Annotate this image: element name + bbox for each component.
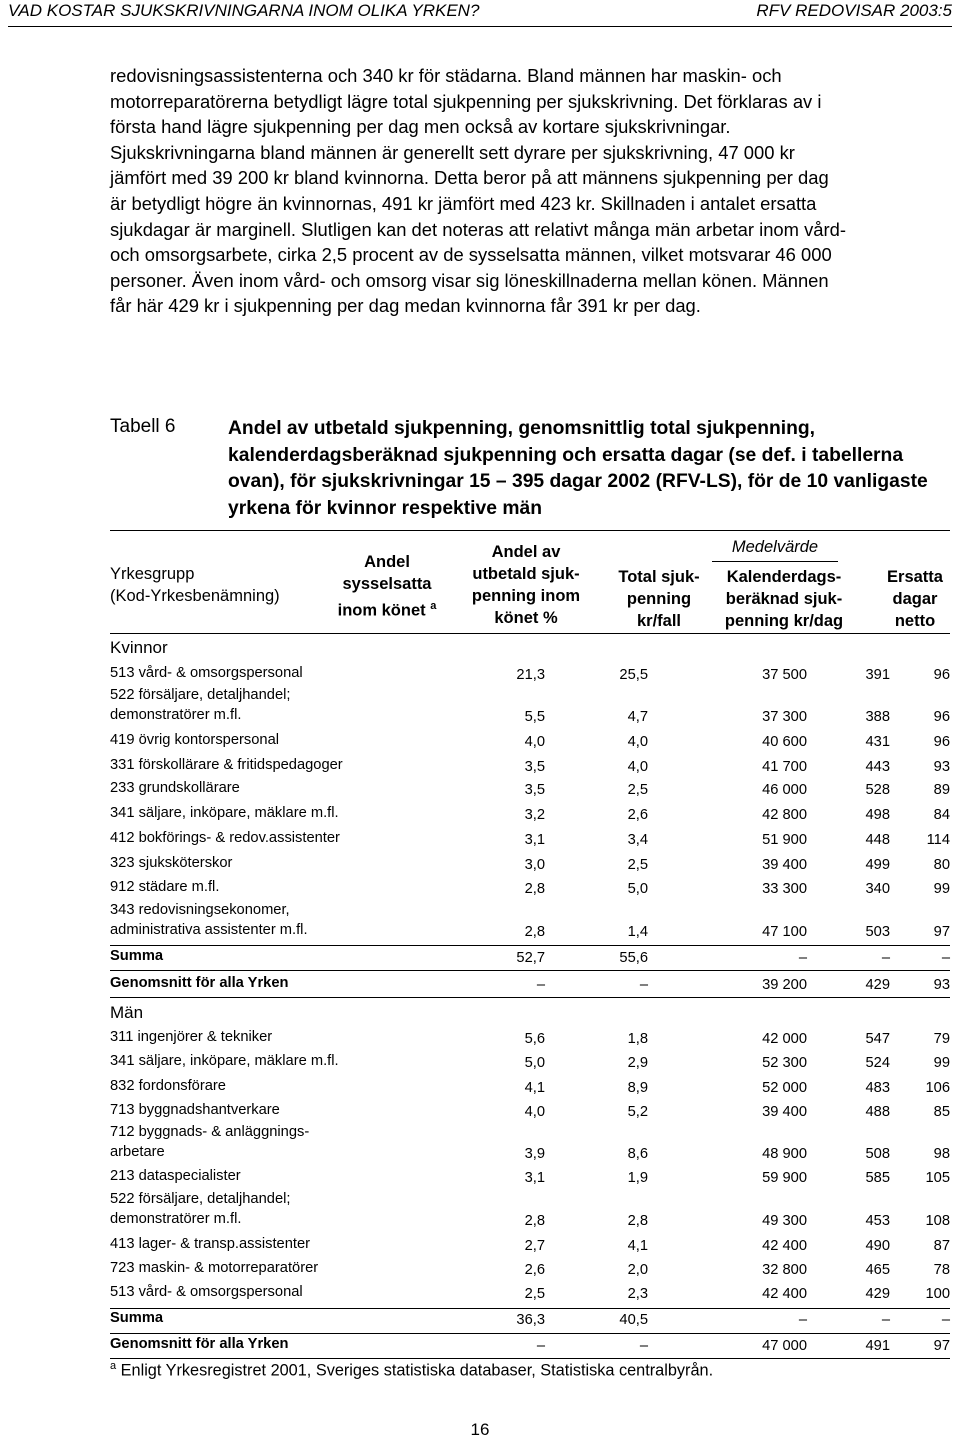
- cell-andel-sysselsatta: 2,8: [524, 881, 545, 897]
- row-label-line: 513 vård- & omsorgspersonal: [110, 665, 303, 681]
- col-header-text: inom könet: [337, 601, 426, 620]
- col-header-line: Andel av: [491, 543, 561, 561]
- table-row: [110, 685, 950, 725]
- page-number: 16: [470, 1420, 490, 1439]
- section-label-kvinnor: Kvinnor: [110, 638, 168, 657]
- cell-kalenderdags: 524: [865, 1055, 890, 1071]
- col-header-line: penning: [626, 590, 692, 608]
- table-row: [110, 755, 950, 775]
- cell-kalenderdags: 431: [865, 734, 890, 750]
- cell-ersatta-dagar: 78: [933, 1262, 950, 1278]
- row-label: [110, 778, 240, 798]
- cell-andel-sysselsatta: 5,6: [524, 1031, 545, 1047]
- cell-kalenderdags: 340: [865, 881, 890, 897]
- cell-andel-utbetald: 4,0: [627, 734, 648, 750]
- row-label-line: 419 övrig kontorspersonal: [110, 732, 280, 748]
- cell-total-sjukpenning: –: [798, 1312, 807, 1328]
- row-label: [110, 803, 339, 823]
- cell-andel-sysselsatta: 5,5: [524, 709, 545, 725]
- cell-kalenderdags: 503: [865, 924, 890, 940]
- col-header-line: Ersatta: [887, 568, 943, 586]
- cell-total-sjukpenning: 33 300: [762, 881, 807, 897]
- header-title: VAD KOSTAR SJUKSKRIVNINGARNA INOM OLIKA YRKEN?: [8, 1, 480, 20]
- row-label-line: demonstratörer m.fl.: [110, 707, 242, 723]
- table-row: [110, 853, 950, 873]
- cell-andel-utbetald: 40,5: [619, 1312, 648, 1328]
- cell-andel-utbetald: 1,8: [627, 1031, 648, 1047]
- cell-andel-utbetald: 4,1: [627, 1238, 648, 1254]
- cell-total-sjukpenning: 39 200: [762, 977, 807, 993]
- cell-andel-utbetald: 1,9: [627, 1170, 648, 1186]
- table-row: [110, 730, 950, 750]
- body-paragraph: redovisningsassistenterna och 340 kr för städarna. Bland männen har maskin- och motorreparatörerna betydligt lägre total sjukpenning per sjukskrivning. Det förklaras av i första hand lägre sjukpenning per dag men också av kortare sjukskrivningar. Sjukskrivningarna bland männen är generellt sett dyrare per sjukskrivning, 47 000 kr jämfört med 39 200 kr bland kvinnorna. Detta beror på att männens sjukpenning per dag är betydligt högre än kvinnornas, 491 kr jämfört med 423 kr. Skillnaden i antalet ersatta sjukdagar är marginell. Slutligen kan det noteras att relativt många män arbetar inom vård- och omsorgsarbete, cirka 2,5 procent av de sysselsatta männen, vilket motsvarar 46 000 personer. Även inom vård- och omsorg visar sig löneskillnaderna mellan könen. Männen får här 429 kr i sjukpenning per dag medan kvinnorna får 391 kr per dag.: [110, 65, 846, 317]
- row-label: [110, 828, 340, 848]
- col-header-line: könet %: [494, 609, 558, 627]
- cell-andel-utbetald: 8,6: [627, 1146, 648, 1162]
- row-label: [110, 1308, 163, 1328]
- cell-ersatta-dagar: –: [941, 1312, 950, 1328]
- section-label-man: Män: [110, 1003, 144, 1022]
- col-header-line: netto: [894, 612, 936, 630]
- table-row: [110, 877, 950, 897]
- cell-total-sjukpenning: 37 500: [762, 667, 807, 683]
- row-label-line: 513 vård- & omsorgspersonal: [110, 1284, 303, 1300]
- table-row: [110, 663, 950, 683]
- table-title: Andel av utbetald sjukpenning, genomsnittlig total sjukpenning, kalenderdagsberäknad sjukpenning och ersatta dagar (se def. i tabellerna ovan), för sjukskrivningar 15 – 395 dagar 2002 (RFV-LS), för de 10 vanligaste yrkena för kvinnor respektive män: [228, 418, 928, 519]
- table-row: [110, 1051, 950, 1071]
- cell-andel-utbetald: 5,2: [627, 1104, 648, 1120]
- cell-total-sjukpenning: 39 400: [762, 857, 807, 873]
- cell-total-sjukpenning: 42 400: [762, 1286, 807, 1302]
- cell-kalenderdags: –: [881, 950, 890, 966]
- cell-andel-utbetald: –: [639, 977, 648, 993]
- cell-kalenderdags: –: [881, 1312, 890, 1328]
- table-row: [110, 1027, 950, 1047]
- cell-andel-sysselsatta: 3,1: [524, 832, 545, 848]
- rule-before-genomsnitt-man: [110, 1333, 950, 1334]
- table-row: [110, 1100, 950, 1120]
- cell-andel-utbetald: 2,9: [627, 1055, 648, 1071]
- footnote-marker: a: [430, 600, 437, 612]
- cell-ersatta-dagar: 108: [925, 1213, 950, 1229]
- footnote-mark: a: [110, 1360, 117, 1372]
- cell-andel-utbetald: 2,5: [627, 857, 648, 873]
- rule-after-genomsnitt-kvinnor: [110, 997, 950, 998]
- table-row: [110, 828, 950, 848]
- cell-andel-sysselsatta: 3,2: [524, 807, 545, 823]
- cell-ersatta-dagar: 79: [933, 1031, 950, 1047]
- cell-andel-utbetald: 2,6: [627, 807, 648, 823]
- cell-ersatta-dagar: 99: [933, 1055, 950, 1071]
- row-label: [110, 1076, 226, 1096]
- cell-total-sjukpenning: 42 400: [762, 1238, 807, 1254]
- row-label: [110, 663, 303, 683]
- cell-andel-sysselsatta: 3,1: [524, 1170, 545, 1186]
- col-header-andel-sysselsatta: [322, 551, 452, 622]
- row-label-line: Summa: [110, 948, 164, 964]
- row-label-line: Summa: [110, 1310, 164, 1326]
- row-label-line: 712 byggnads- & anläggnings-: [110, 1124, 310, 1140]
- cell-andel-sysselsatta: 2,6: [524, 1262, 545, 1278]
- cell-ersatta-dagar: 96: [933, 734, 950, 750]
- cell-andel-sysselsatta: 2,5: [524, 1286, 545, 1302]
- cell-total-sjukpenning: 51 900: [762, 832, 807, 848]
- footnote-text: Enligt Yrkesregistret 2001, Sveriges statistiska databaser, Statistiska centralbyrån.: [120, 1361, 714, 1380]
- row-label-line: Genomsnitt för alla Yrken: [110, 1336, 289, 1352]
- cell-andel-utbetald: 3,4: [627, 832, 648, 848]
- cell-andel-utbetald: 8,9: [627, 1080, 648, 1096]
- cell-kalenderdags: 585: [865, 1170, 890, 1186]
- col-header-line: Kalenderdags-: [726, 568, 842, 586]
- cell-andel-sysselsatta: 4,0: [524, 734, 545, 750]
- cell-ersatta-dagar: 97: [933, 924, 950, 940]
- header-report-id: RFV REDOVISAR 2003:5: [756, 1, 952, 20]
- cell-kalenderdags: 499: [865, 857, 890, 873]
- row-label-line: arbetare: [110, 1144, 165, 1160]
- table-row: [110, 946, 950, 966]
- row-label-line: 213 dataspecialister: [110, 1168, 241, 1184]
- table-row: [110, 1258, 950, 1278]
- cell-andel-utbetald: 55,6: [619, 950, 648, 966]
- cell-kalenderdags: 465: [865, 1262, 890, 1278]
- row-label-line: 331 förskollärare & fritidspedagoger: [110, 757, 343, 773]
- cell-kalenderdags: 429: [865, 1286, 890, 1302]
- cell-kalenderdags: 443: [865, 759, 890, 775]
- cell-andel-sysselsatta: 3,5: [524, 759, 545, 775]
- cell-ersatta-dagar: 85: [933, 1104, 950, 1120]
- col-header-kalenderdags: [716, 566, 852, 632]
- row-label-line: Genomsnitt för alla Yrken: [110, 975, 289, 991]
- col-header-line: penning inom: [471, 587, 581, 605]
- cell-ersatta-dagar: 97: [933, 1338, 950, 1354]
- row-label-line: 522 försäljare, detaljhandel;: [110, 687, 291, 703]
- table-row: [110, 900, 950, 940]
- cell-andel-sysselsatta: 3,9: [524, 1146, 545, 1162]
- table-row: [110, 1308, 950, 1328]
- table-row: [110, 1282, 950, 1302]
- cell-kalenderdags: 483: [865, 1080, 890, 1096]
- col-header-line: penning kr/dag: [724, 612, 844, 630]
- col-header-line: beräknad sjuk-: [725, 590, 843, 608]
- row-label: [110, 1282, 303, 1302]
- cell-total-sjukpenning: 32 800: [762, 1262, 807, 1278]
- cell-total-sjukpenning: 47 000: [762, 1338, 807, 1354]
- cell-kalenderdags: 388: [865, 709, 890, 725]
- cell-ersatta-dagar: 106: [925, 1080, 950, 1096]
- cell-ersatta-dagar: 96: [933, 667, 950, 683]
- col-header-andel-utbetald: [458, 541, 594, 629]
- row-label: [110, 1234, 310, 1254]
- row-label: [110, 755, 343, 775]
- cell-kalenderdags: 508: [865, 1146, 890, 1162]
- cell-andel-utbetald: 2,3: [627, 1286, 648, 1302]
- cell-andel-utbetald: 2,5: [627, 782, 648, 798]
- table-row: [110, 1234, 950, 1254]
- row-label: [110, 1334, 288, 1354]
- table-row: [110, 803, 950, 823]
- cell-andel-sysselsatta: –: [536, 977, 545, 993]
- row-label-line: 311 ingenjörer & tekniker: [110, 1029, 273, 1045]
- cell-total-sjukpenning: 59 900: [762, 1170, 807, 1186]
- col-header-line: (Kod-Yrkesbenämning): [110, 587, 280, 605]
- table-label: Tabell 6: [110, 416, 176, 437]
- table-row: [110, 973, 950, 993]
- cell-kalenderdags: 528: [865, 782, 890, 798]
- col-header-ersatta-dagar: [870, 566, 960, 632]
- cell-ersatta-dagar: 93: [933, 759, 950, 775]
- cell-kalenderdags: 391: [865, 667, 890, 683]
- cell-ersatta-dagar: 98: [933, 1146, 950, 1162]
- cell-andel-sysselsatta: 3,0: [524, 857, 545, 873]
- cell-total-sjukpenning: –: [798, 950, 807, 966]
- rule-before-summa-kvinnor: [110, 945, 950, 946]
- cell-andel-sysselsatta: 2,7: [524, 1238, 545, 1254]
- col-header-yrkesgrupp: [110, 563, 280, 607]
- cell-ersatta-dagar: 89: [933, 782, 950, 798]
- col-header-line: utbetald sjuk-: [472, 565, 580, 583]
- cell-andel-utbetald: 4,7: [627, 709, 648, 725]
- cell-andel-sysselsatta: 3,5: [524, 782, 545, 798]
- cell-andel-sysselsatta: 36,3: [516, 1312, 545, 1328]
- group-header-medelvarde: Medelvärde: [731, 538, 819, 556]
- cell-andel-utbetald: 25,5: [619, 667, 648, 683]
- table-row: [110, 1076, 950, 1096]
- cell-kalenderdags: 453: [865, 1213, 890, 1229]
- cell-ersatta-dagar: 96: [933, 709, 950, 725]
- col-header-line: [322, 595, 452, 622]
- cell-total-sjukpenning: 42 000: [762, 1031, 807, 1047]
- table-row: [110, 1166, 950, 1186]
- cell-total-sjukpenning: 41 700: [762, 759, 807, 775]
- table-row: [110, 1334, 950, 1354]
- table-footnote: [110, 1360, 713, 1380]
- cell-total-sjukpenning: 52 300: [762, 1055, 807, 1071]
- cell-andel-sysselsatta: 21,3: [516, 667, 545, 683]
- row-label-line: 233 grundskollärare: [110, 780, 240, 796]
- rule-before-genomsnitt-kvinnor: [110, 970, 950, 971]
- cell-kalenderdags: 488: [865, 1104, 890, 1120]
- cell-total-sjukpenning: 39 400: [762, 1104, 807, 1120]
- row-label-line: 341 säljare, inköpare, mäklare m.fl.: [110, 805, 339, 821]
- cell-total-sjukpenning: 49 300: [762, 1213, 807, 1229]
- row-label-line: 343 redovisningsekonomer,: [110, 902, 290, 918]
- cell-andel-utbetald: 5,0: [627, 881, 648, 897]
- cell-ersatta-dagar: 84: [933, 807, 950, 823]
- cell-kalenderdags: 547: [865, 1031, 890, 1047]
- cell-total-sjukpenning: 48 900: [762, 1146, 807, 1162]
- cell-total-sjukpenning: 52 000: [762, 1080, 807, 1096]
- row-label: [110, 685, 290, 725]
- row-label: [110, 1166, 241, 1186]
- row-label: [110, 946, 163, 966]
- cell-kalenderdags: 429: [865, 977, 890, 993]
- cell-ersatta-dagar: 99: [933, 881, 950, 897]
- cell-total-sjukpenning: 40 600: [762, 734, 807, 750]
- cell-total-sjukpenning: 37 300: [762, 709, 807, 725]
- cell-andel-sysselsatta: –: [536, 1338, 545, 1354]
- col-header-line: kr/fall: [636, 612, 682, 630]
- row-label: [110, 1189, 290, 1229]
- cell-kalenderdags: 448: [865, 832, 890, 848]
- cell-total-sjukpenning: 47 100: [762, 924, 807, 940]
- row-label-line: 832 fordonsförare: [110, 1078, 226, 1094]
- col-header-line: sysselsatta: [342, 575, 432, 593]
- row-label-line: 413 lager- & transp.assistenter: [110, 1236, 311, 1252]
- cell-andel-utbetald: 1,4: [627, 924, 648, 940]
- table-top-rule: [110, 530, 950, 531]
- row-label-line: 323 sjuksköterskor: [110, 855, 233, 871]
- table-bottom-rule: [110, 1358, 950, 1359]
- row-label: [110, 1051, 339, 1071]
- table-row: [110, 1122, 950, 1162]
- col-header-line: Yrkesgrupp: [110, 565, 195, 583]
- cell-ersatta-dagar: –: [941, 950, 950, 966]
- row-label: [110, 900, 308, 940]
- cell-andel-sysselsatta: 2,8: [524, 924, 545, 940]
- cell-kalenderdags: 498: [865, 807, 890, 823]
- col-header-line: dagar: [892, 590, 938, 608]
- cell-ersatta-dagar: 114: [926, 832, 950, 848]
- row-label-line: 412 bokförings- & redov.assistenter: [110, 830, 340, 846]
- row-label: [110, 853, 232, 873]
- cell-andel-utbetald: 2,0: [627, 1262, 648, 1278]
- cell-andel-sysselsatta: 5,0: [524, 1055, 545, 1071]
- cell-ersatta-dagar: 87: [933, 1238, 950, 1254]
- cell-andel-utbetald: –: [639, 1338, 648, 1354]
- row-label-line: 341 säljare, inköpare, mäklare m.fl.: [110, 1053, 339, 1069]
- cell-andel-sysselsatta: 2,8: [524, 1213, 545, 1229]
- row-label-line: 723 maskin- & motorreparatörer: [110, 1260, 319, 1276]
- rule-before-summa-man: [110, 1308, 950, 1309]
- cell-andel-sysselsatta: 4,1: [524, 1080, 545, 1096]
- row-label-line: 713 byggnadshantverkare: [110, 1102, 280, 1118]
- group-header-rule: [712, 561, 838, 562]
- row-label: [110, 973, 288, 993]
- cell-ersatta-dagar: 100: [925, 1286, 950, 1302]
- table-row: [110, 1189, 950, 1229]
- row-label: [110, 730, 279, 750]
- row-label: [110, 1027, 272, 1047]
- row-label-line: administrativa assistenter m.fl.: [110, 922, 308, 938]
- col-header-total-sjukpenning: [600, 566, 718, 632]
- col-header-line: Total sjuk-: [618, 568, 700, 586]
- col-header-line: Andel: [364, 553, 410, 571]
- running-header: [8, 0, 952, 27]
- cell-andel-utbetald: 4,0: [627, 759, 648, 775]
- table-header-rule: [110, 633, 950, 634]
- row-label: [110, 877, 219, 897]
- cell-andel-sysselsatta: 4,0: [524, 1104, 545, 1120]
- row-label: [110, 1100, 280, 1120]
- cell-andel-sysselsatta: 52,7: [516, 950, 545, 966]
- row-label: [110, 1122, 309, 1162]
- row-label-line: 522 försäljare, detaljhandel;: [110, 1191, 291, 1207]
- cell-total-sjukpenning: 46 000: [762, 782, 807, 798]
- row-label-line: demonstratörer m.fl.: [110, 1211, 242, 1227]
- cell-ersatta-dagar: 93: [933, 977, 950, 993]
- cell-kalenderdags: 490: [865, 1238, 890, 1254]
- cell-total-sjukpenning: 42 800: [762, 807, 807, 823]
- cell-kalenderdags: 491: [865, 1338, 890, 1354]
- cell-ersatta-dagar: 105: [925, 1170, 950, 1186]
- row-label-line: 912 städare m.fl.: [110, 879, 220, 895]
- cell-andel-utbetald: 2,8: [627, 1213, 648, 1229]
- row-label: [110, 1258, 318, 1278]
- cell-ersatta-dagar: 80: [933, 857, 950, 873]
- table-row: [110, 778, 950, 798]
